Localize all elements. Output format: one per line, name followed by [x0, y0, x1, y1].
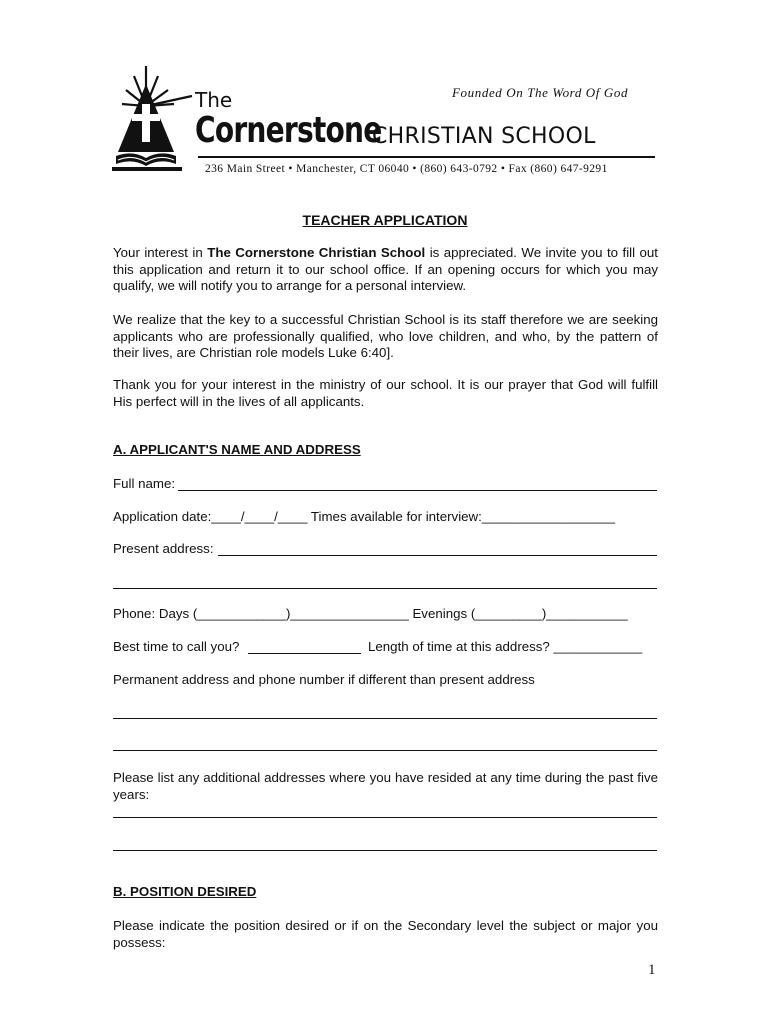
section-b-heading: B. POSITION DESIRED	[113, 884, 257, 899]
intro-text-end: is appreciated. We invite you to fill out this application and return it to our school office. If an opening occurs for which you may qualify, we will notify you to arrange for a personal interview.	[113, 245, 658, 293]
permanent-address-label: Permanent address and phone number if different than present address	[113, 672, 535, 687]
page-title: TEACHER APPLICATION	[302, 212, 468, 228]
additional-addresses-label: Please list any additional addresses where you have resided at any time during the past five years:	[113, 770, 658, 802]
thanks-paragraph: Thank you for your interest in the ministry of our school. It is our prayer that God will fulfill His perfect will in the lives of all applicants.	[113, 377, 658, 409]
page-number: 1	[648, 962, 656, 978]
staff-paragraph: We realize that the key to a successful Christian School is its staff therefore we are seeking applicants who are professionally qualified, who love children, and who, by the pattern of their lives, are Christian role models Luke 6:40].	[113, 312, 658, 360]
letterhead-divider	[198, 156, 655, 158]
school-name: Cornerstone	[195, 110, 382, 151]
present-address-line[interactable]	[218, 555, 657, 556]
full-name-line[interactable]	[178, 490, 657, 491]
section-a-heading: A. APPLICANT'S NAME AND ADDRESS	[113, 442, 361, 457]
letterhead-the: The	[195, 88, 233, 112]
permanent-address-line-1[interactable]	[113, 718, 657, 719]
school-address: 236 Main Street • Manchester, CT 06040 • (860) 643-0792 • Fax (860) 647-9291	[205, 163, 608, 175]
intro-paragraph	[113, 245, 658, 295]
present-address-line-2[interactable]	[113, 588, 657, 589]
school-name-bold: The Cornerstone Christian School	[207, 245, 426, 260]
best-time-label: Best time to call you?	[113, 639, 240, 654]
present-address-label: Present address:	[113, 541, 214, 556]
intro-text-start: Your interest in	[113, 245, 208, 260]
permanent-address-line-2[interactable]	[113, 750, 657, 751]
full-name-label: Full name:	[113, 476, 176, 491]
school-motto: Founded On The Word Of God	[452, 85, 629, 100]
position-prompt: Please indicate the position desired or if on the Secondary level the subject or major you possess:	[113, 918, 658, 950]
length-time-field[interactable]: Length of time at this address? ____________	[368, 639, 643, 654]
additional-address-line-2[interactable]	[113, 850, 657, 851]
school-subtitle: CHRISTIAN SCHOOL	[372, 124, 596, 149]
phone-field[interactable]: Phone: Days (____________)________________ Evenings (_________)___________	[113, 606, 628, 621]
best-time-line[interactable]	[248, 653, 361, 654]
additional-address-line-1[interactable]	[113, 817, 657, 818]
application-date-field[interactable]: Application date:____/____/____ Times available for interview:__________________	[113, 509, 615, 524]
cornerstone-logo-icon	[112, 64, 202, 176]
